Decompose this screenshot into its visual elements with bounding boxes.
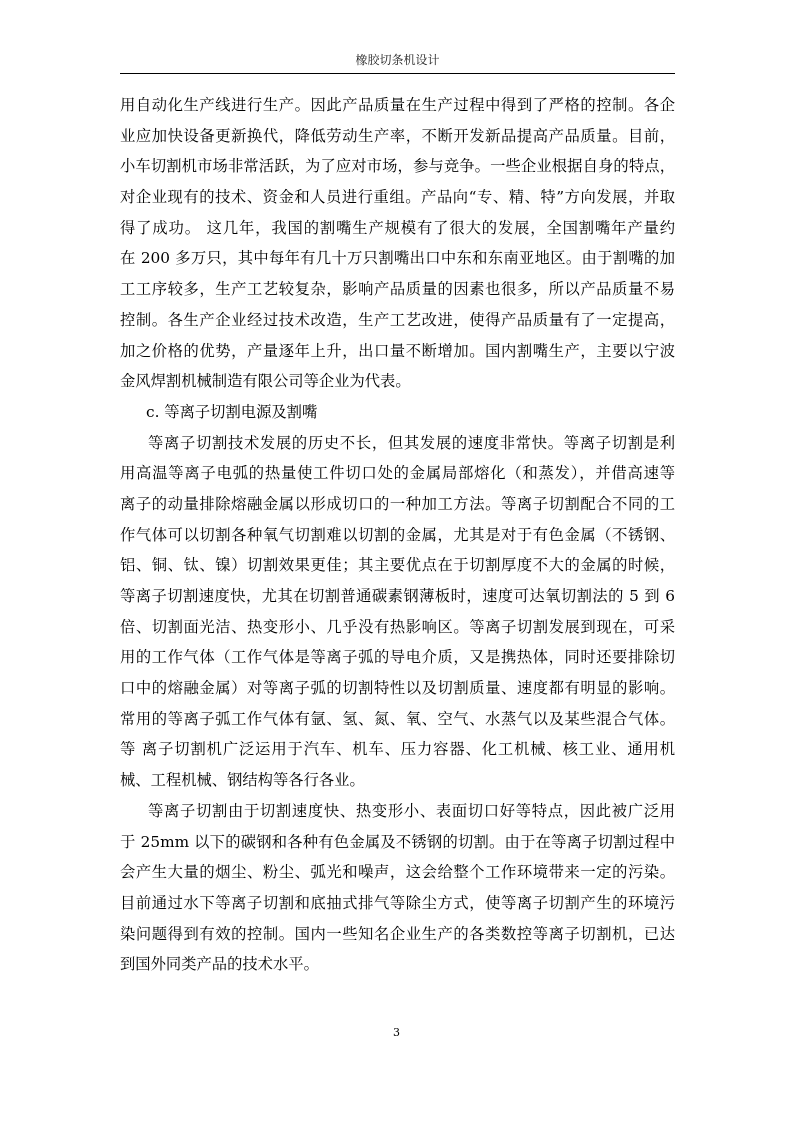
text-line: 染问题得到有效的控制。国内一些知名企业生产的各类数控等离子切割机，已达 [120,924,675,943]
text-line: 于 25mm 以下的碳钢和各种有色金属及不锈钢的切割。由于在等离子切割过程中 [120,832,675,851]
section-subheading: c. 等离子切割电源及割嘴 [146,402,318,421]
body-text [120,90,675,980]
text-line: 铝、铜、钛、镍）切割效果更佳；其主要优点在于切割厚度不大的金属的时候， [120,556,675,575]
text-line: 在 200 多万只，其中每年有几十万只割嘴出口中东和东南亚地区。由于割嘴的加 [120,249,675,268]
text-line: 用高温等离子电弧的热量使工件切口处的金属局部熔化（和蒸发），并借高速等 [120,464,675,483]
text-line: 作气体可以切割各种氧气切割难以切割的金属，尤其是对于有色金属（不锈钢、 [120,525,675,544]
text-line: 等 离子切割机广泛运用于汽车、机车、压力容器、化工机械、核工业、通用机 [120,740,675,759]
text-line: 会产生大量的烟尘、粉尘、弧光和噪声，这会给整个工作环境带来一定的污染。 [120,863,675,882]
text-line: 用的工作气体（工作气体是等离子弧的导电介质，又是携热体，同时还要排除切 [120,648,675,667]
text-line: 口中的熔融金属）对等离子弧的切割特性以及切割质量、速度都有明显的影响。 [120,679,675,698]
text-line: 控制。各生产企业经过技术改造，生产工艺改进，使得产品质量有了一定提高， [120,310,675,329]
text-line: 金风焊割机械制造有限公司等企业为代表。 [120,372,411,391]
text-line: 到国外同类产品的技术水平。 [120,955,319,974]
text-line: 对企业现有的技术、资金和人员进行重组。产品向“专、精、特”方向发展，并取 [120,188,675,207]
text-line: 等离子切割技术发展的历史不长，但其发展的速度非常快。等离子切割是利 [148,433,675,452]
running-header: 橡胶切条机设计 [355,53,440,67]
text-line: 工工序较多，生产工艺较复杂，影响产品质量的因素也很多，所以产品质量不易 [120,280,675,299]
text-line: 离子的动量排除熔融金属以形成切口的一种加工方法。等离子切割配合不同的工 [120,494,675,513]
header-rule [120,73,675,74]
text-line: 械、工程机械、钢结构等各行各业。 [120,771,365,790]
text-line: 常用的等离子弧工作气体有氩、氢、氮、氧、空气、水蒸气以及某些混合气体。 [120,709,675,728]
text-line: 得了成功。 这几年，我国的割嘴生产规模有了很大的发展，全国割嘴年产量约 [120,218,675,237]
text-line: 倍、切割面光洁、热变形小、几乎没有热影响区。等离子切割发展到现在，可采 [120,617,675,636]
text-line: 等离子切割由于切割速度快、热变形小、表面切口好等特点，因此被广泛用 [148,801,675,820]
page-number: 3 [393,1026,400,1039]
text-line: 用自动化生产线进行生产。因此产品质量在生产过程中得到了严格的控制。各企 [120,96,675,114]
text-line: 业应加快设备更新换代，降低劳动生产率，不断开发新品提高产品质量。目前， [120,126,675,145]
text-line: 等离子切割速度快，尤其在切割普通碳素钢薄板时，速度可达氧切割法的 5 到 6 [120,587,675,605]
text-line: 目前通过水下等离子切割和底抽式排气等除尘方式，使等离子切割产生的环境污 [120,893,675,912]
text-line: 小车切割机市场非常活跃，为了应对市场，参与竞争。一些企业根据自身的特点， [120,157,675,176]
text-line: 加之价格的优势，产量逐年上升，出口量不断增加。国内割嘴生产，主要以宁波 [120,341,675,360]
